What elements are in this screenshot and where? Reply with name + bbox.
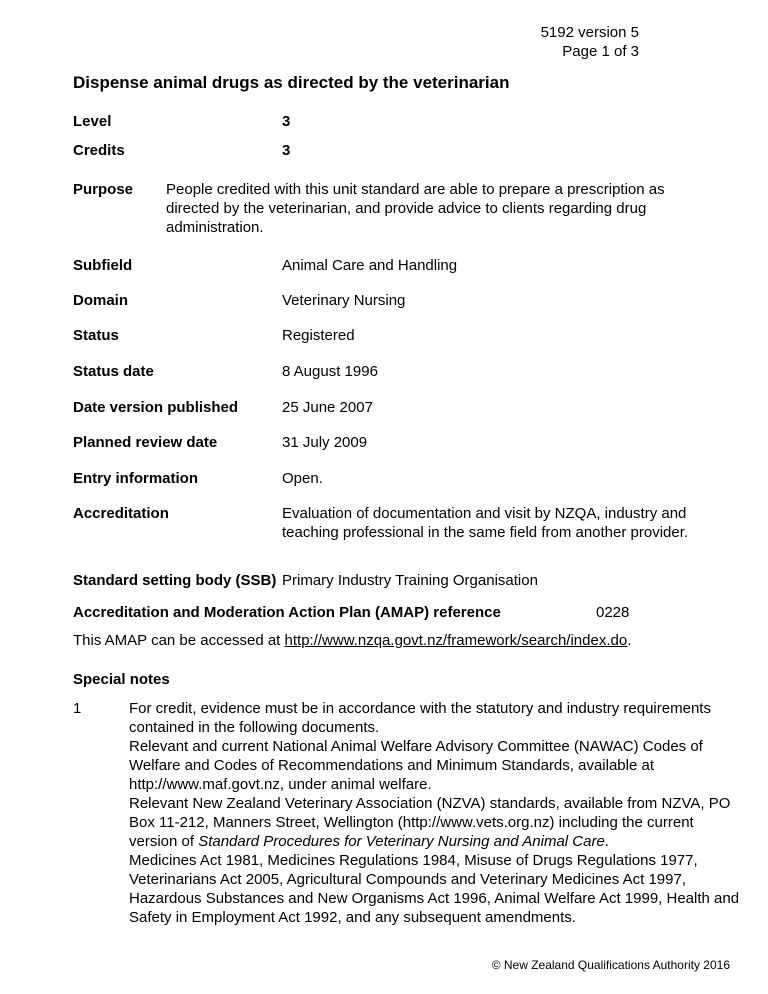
- ssb-value: Primary Industry Training Organisation: [282, 572, 538, 589]
- status-label: Status: [73, 327, 119, 344]
- special-note-line: Relevant and current National Animal Welfare Advisory Committee (NAWAC) Codes of Welfare and Codes of Recommendations and Minimum Standards, available at http://www.maf.govt.nz, under animal welfare.: [129, 738, 703, 793]
- ssb-label: Standard setting body (SSB): [73, 572, 277, 589]
- amap-reference-number: 0228: [596, 604, 630, 621]
- domain-label: Domain: [73, 292, 129, 309]
- amap-link[interactable]: http://www.nzqa.govt.nz/framework/search/index.do: [284, 632, 628, 649]
- purpose-label: Purpose: [73, 181, 134, 198]
- date-version-published-value: 25 June 2007: [282, 399, 373, 416]
- special-note-number: 1: [73, 700, 82, 717]
- page-title: Dispense animal drugs as directed by the veterinarian: [73, 73, 510, 92]
- special-note-text: Relevant New Zealand Veterinary Association (NZVA) standards, available from NZVA, PO Box 11-212, Manners Street, Wellington (http://www.vets.org.nz) including the current version of: [129, 795, 731, 850]
- entry-information-label: Entry information: [73, 470, 199, 487]
- planned-review-date-value: 31 July 2009: [282, 434, 368, 451]
- level-label: Level: [73, 113, 112, 130]
- entry-information-value: Open.: [282, 470, 323, 487]
- document-version: 5192 version 5: [540, 24, 639, 41]
- copyright-footer: [492, 958, 730, 973]
- subfield-label: Subfield: [73, 257, 133, 274]
- amap-reference-label: Accreditation and Moderation Action Plan (AMAP) reference: [73, 604, 501, 621]
- subfield-value: Animal Care and Handling: [282, 257, 458, 274]
- page-number: Page 1 of 3: [562, 43, 639, 60]
- special-note-line: [129, 794, 741, 851]
- copyright-text: New Zealand Qualifications Authority 2016: [500, 958, 730, 972]
- special-note-line: Medicines Act 1981, Medicines Regulations 1984, Misuse of Drugs Regulations 1977, Veterinarians Act 2005, Agricultural Compounds and Veterinary Medicines Act 1997, Hazardous Substances and New Organisms Act 1996, Animal Welfare Act 1999, Health and Safety in Employment Act 1992, and any subsequent amendments.: [129, 852, 740, 926]
- planned-review-date-label: Planned review date: [73, 434, 218, 451]
- copyright-icon: ©: [491, 958, 501, 972]
- status-date-value: 8 August 1996: [282, 363, 378, 380]
- accreditation-value: Evaluation of documentation and visit by NZQA, industry and teaching professional in the same field from another provider.: [282, 505, 689, 541]
- special-note-line: For credit, evidence must be in accordance with the statutory and industry requirements contained in the following documents.: [129, 700, 711, 736]
- level-value: 3: [282, 113, 291, 130]
- amap-access-suffix: .: [627, 632, 632, 649]
- status-date-label: Status date: [73, 363, 154, 380]
- date-version-published-label: Date version published: [73, 399, 239, 416]
- special-note-italic-title: Standard Procedures for Veterinary Nursing and Animal Care: [198, 833, 605, 850]
- special-notes-heading: Special notes: [73, 671, 170, 688]
- special-note-body: [129, 699, 741, 927]
- credits-label: Credits: [73, 142, 125, 159]
- status-value: Registered: [282, 327, 355, 344]
- amap-access-line: [73, 631, 733, 650]
- domain-value: Veterinary Nursing: [282, 292, 406, 309]
- accreditation-label: Accreditation: [73, 505, 169, 522]
- purpose-text: People credited with this unit standard are able to prepare a prescription as directed by the veterinarian, and provide advice to clients regarding drug administration.: [166, 181, 665, 236]
- special-note-text: .: [604, 833, 609, 850]
- credits-value: 3: [282, 142, 291, 159]
- amap-access-prefix: This AMAP can be accessed at: [73, 632, 285, 649]
